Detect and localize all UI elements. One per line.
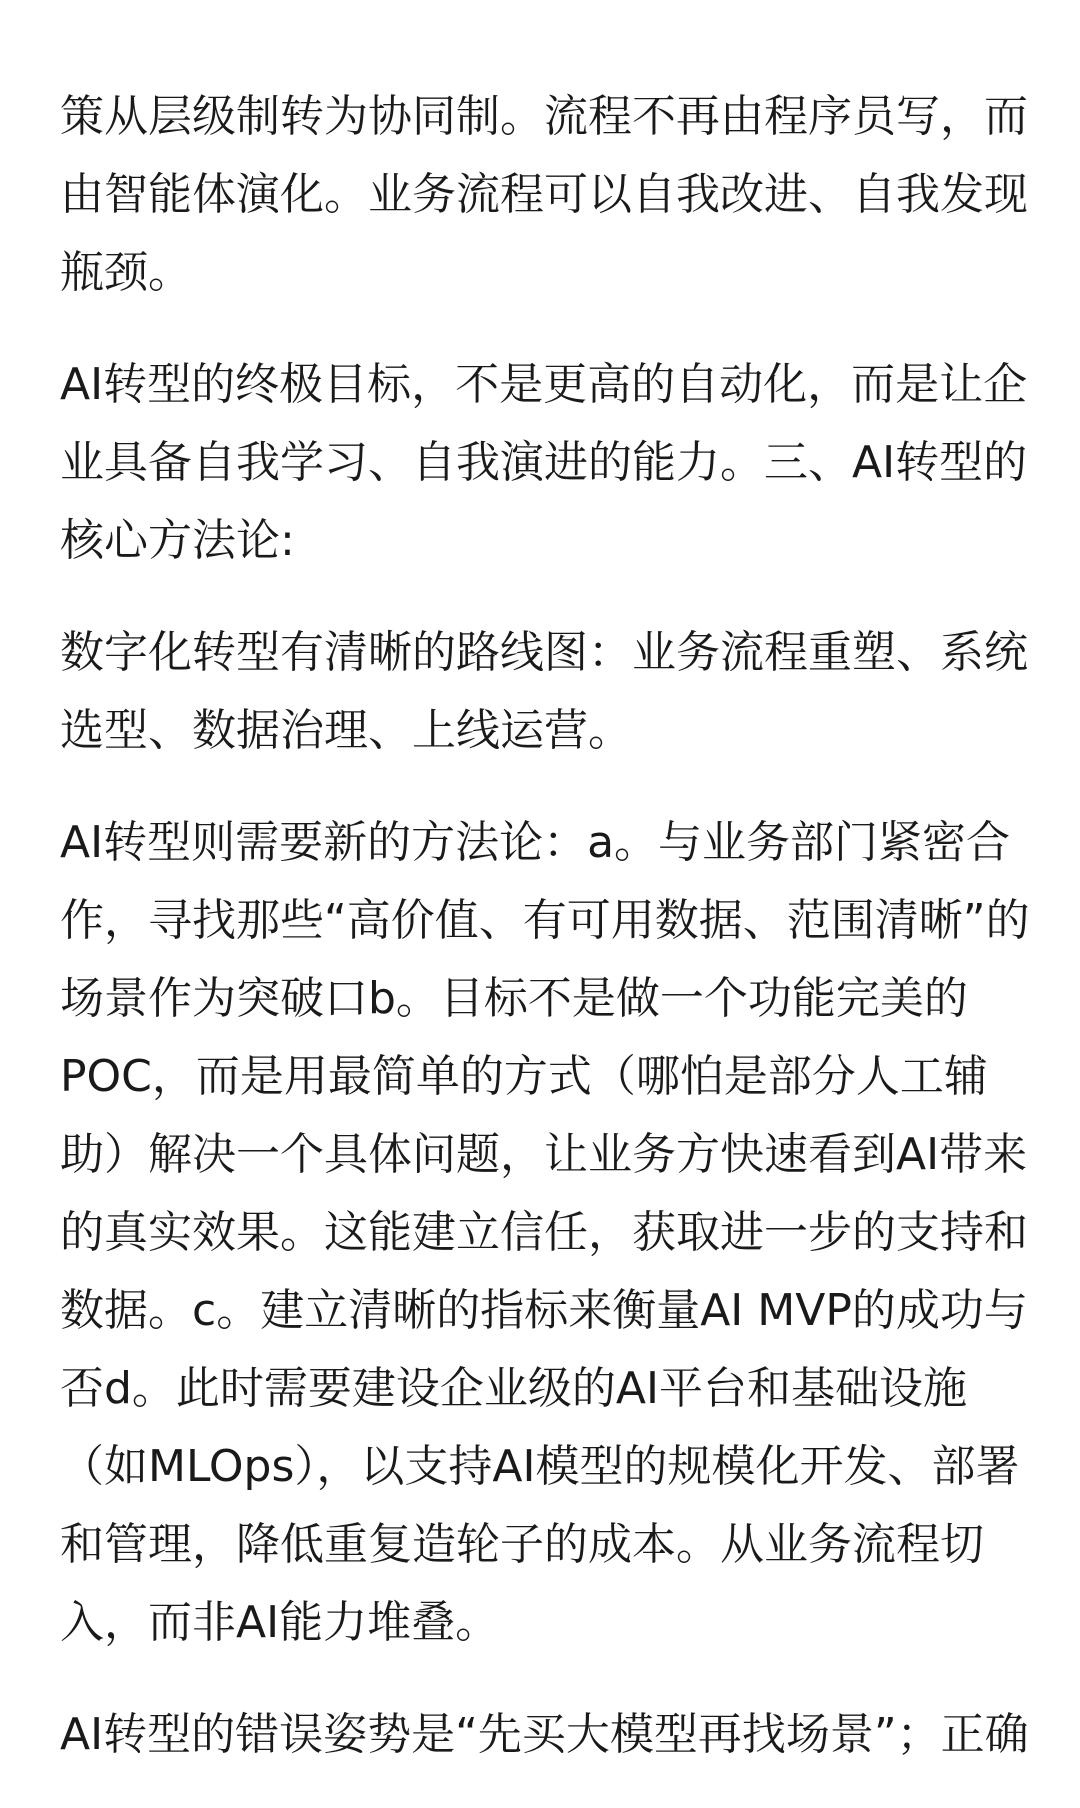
text-line: 数据。c。建立清晰的指标来衡量AI MVP的成功与 bbox=[60, 1285, 1028, 1336]
text-line: 数字化转型有清晰的路线图：业务流程重塑、系统 bbox=[60, 627, 1028, 678]
article-body bbox=[60, 78, 1040, 1808]
text-line: 的真实效果。这能建立信任，获取进一步的支持和 bbox=[60, 1207, 1028, 1258]
text-line: AI转型则需要新的方法论：a。与业务部门紧密合 bbox=[60, 817, 1011, 868]
paragraph bbox=[60, 804, 1040, 1662]
text-line: 入，而非AI能力堆叠。 bbox=[60, 1597, 500, 1648]
paragraph bbox=[60, 346, 1040, 580]
text-line: AI转型的错误姿势是“先买大模型再找场景”；正确 bbox=[60, 1709, 1029, 1760]
text-line: 业具备自我学习、自我演进的能力。三、AI转型的 bbox=[60, 437, 1028, 488]
text-line: 作，寻找那些“高价值、有可用数据、范围清晰”的 bbox=[60, 895, 1030, 946]
text-line: 选型、数据治理、上线运营。 bbox=[60, 705, 632, 756]
text-line: POC，而是用最简单的方式（哪怕是部分人工辅 bbox=[60, 1051, 988, 1102]
text-line: 瓶颈。 bbox=[60, 247, 192, 298]
paragraph bbox=[60, 1696, 1040, 1774]
text-line: 策从层级制转为协同制。流程不再由程序员写，而 bbox=[60, 91, 1028, 142]
text-line: 由智能体演化。业务流程可以自我改进、自我发现 bbox=[60, 169, 1028, 220]
text-line: （如MLOps），以支持AI模型的规模化开发、部署 bbox=[60, 1441, 1020, 1492]
text-line: 助）解决一个具体问题，让业务方快速看到AI带来 bbox=[60, 1129, 1028, 1180]
text-line: 核心方法论: bbox=[60, 515, 295, 566]
text-line: AI转型的终极目标，不是更高的自动化，而是让企 bbox=[60, 359, 1028, 410]
paragraph bbox=[60, 78, 1040, 312]
text-line: 否d。此时需要建设企业级的AI平台和基础设施 bbox=[60, 1363, 968, 1414]
paragraph bbox=[60, 614, 1040, 770]
text-line: 场景作为突破口b。目标不是做一个功能完美的 bbox=[60, 973, 968, 1024]
text-line: 和管理，降低重复造轮子的成本。从业务流程切 bbox=[60, 1519, 984, 1570]
